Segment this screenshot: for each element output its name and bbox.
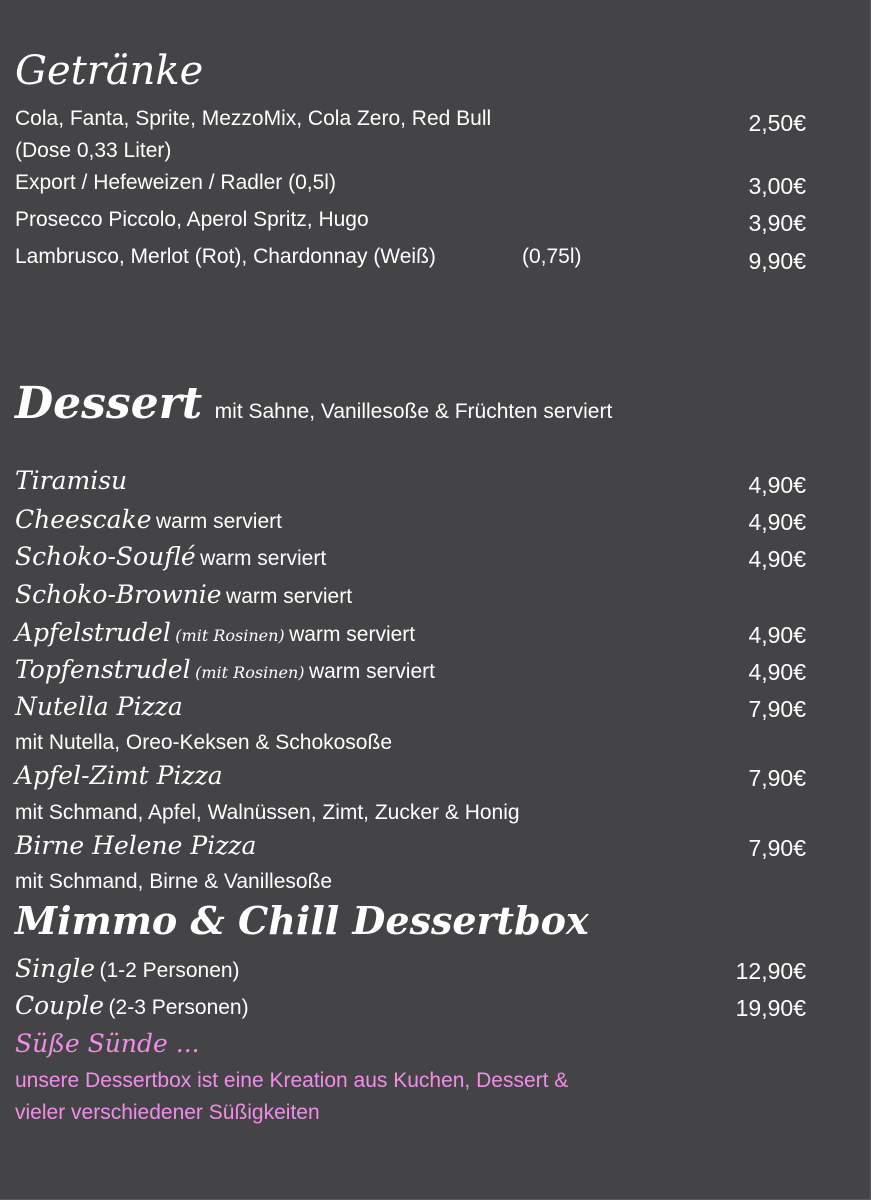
- drink-item-label: Lambrusco, Merlot (Rot), Chardonnay (Weiß): [15, 245, 436, 268]
- dessert-item: [15, 542, 326, 571]
- dessert-item-desc: mit Nutella, Oreo-Keksen & Schokosoße: [15, 731, 392, 754]
- dessert-item-name: Tiramisu: [15, 466, 128, 495]
- dessert-item-desc: mit Schmand, Birne & Vanillesoße: [15, 870, 333, 893]
- dessert-title: Dessert: [15, 378, 203, 429]
- drink-item-label: Prosecco Piccolo, Aperol Spritz, Hugo: [15, 208, 369, 231]
- drink-item-price: 3,00€: [748, 173, 806, 199]
- drinks-title: Getränke: [15, 48, 204, 94]
- drink-item-volume: (0,75l): [522, 245, 582, 268]
- dessert-item-desc: mit Schmand, Apfel, Walnüssen, Zimt, Zucker & Honig: [15, 801, 520, 824]
- dessert-header: [15, 378, 612, 429]
- dessert-item-price: 4,90€: [748, 509, 806, 535]
- dessertbox-tagline: Süße Sünde ...: [15, 1029, 200, 1058]
- dessert-item: [15, 618, 415, 647]
- dessert-item-note: warm serviert: [289, 623, 416, 646]
- dessertbox-description: unsere Dessertbox ist eine Kreation aus Kuchen, Dessert &: [15, 1069, 569, 1092]
- drink-item-sub: (Dose 0,33 Liter): [15, 139, 172, 162]
- dessert-item-name: Topfenstrudel: [15, 655, 191, 684]
- drink-item-price: 3,90€: [748, 210, 806, 236]
- dessert-item-price: 7,90€: [748, 696, 806, 722]
- dessert-item-note: warm serviert: [308, 660, 435, 683]
- dessert-item-name: Apfelstrudel: [15, 618, 171, 647]
- dessert-subtitle: mit Sahne, Vanillesoße & Früchten serviert: [214, 400, 613, 423]
- dessertbox-item-price: 12,90€: [735, 958, 806, 984]
- dessert-item-name: Apfel-Zimt Pizza: [15, 761, 223, 790]
- dessertbox-item-note: (1-2 Personen): [99, 959, 240, 982]
- dessert-item-price: 7,90€: [748, 765, 806, 791]
- drink-item-label: Export / Hefeweizen / Radler (0,5l): [15, 171, 336, 194]
- dessert-item-extra: (mit Rosinen): [175, 626, 285, 645]
- dessert-item-extra: (mit Rosinen): [195, 663, 305, 682]
- drink-item-price: 9,90€: [748, 248, 806, 274]
- dessertbox-item-name: Single: [15, 954, 96, 983]
- dessert-item-note: warm serviert: [155, 510, 282, 533]
- dessertbox-item-price: 19,90€: [735, 995, 806, 1021]
- drink-item-price: 2,50€: [748, 110, 806, 136]
- dessert-item: [15, 655, 435, 684]
- dessert-item-name: Schoko-Souflé: [15, 542, 196, 571]
- dessertbox-item-note: (2-3 Personen): [108, 996, 249, 1019]
- dessertbox-item: [15, 991, 249, 1020]
- dessert-item-name: Schoko-Brownie: [15, 580, 222, 609]
- dessert-item-note: warm serviert: [200, 547, 327, 570]
- dessertbox-item: [15, 954, 240, 983]
- dessert-item-name: Birne Helene Pizza: [15, 831, 257, 860]
- dessert-item-price: 4,90€: [748, 472, 806, 498]
- dessert-item-price: 4,90€: [748, 622, 806, 648]
- dessert-item-name: Cheescake: [15, 505, 152, 534]
- dessert-item-price: 4,90€: [748, 546, 806, 572]
- dessert-item: [15, 505, 282, 534]
- drink-item-label: Cola, Fanta, Sprite, MezzoMix, Cola Zero, Red Bull: [15, 107, 492, 130]
- dessert-item-price: 7,90€: [748, 835, 806, 861]
- dessertbox-description: vieler verschiedener Süßigkeiten: [15, 1101, 320, 1124]
- dessertbox-title: Mimmo & Chill Dessertbox: [15, 898, 589, 943]
- dessert-item: [15, 580, 352, 609]
- dessert-item-price: 4,90€: [748, 659, 806, 685]
- dessert-item-note: warm serviert: [226, 585, 353, 608]
- dessertbox-item-name: Couple: [15, 991, 105, 1020]
- dessert-item-name: Nutella Pizza: [15, 692, 183, 721]
